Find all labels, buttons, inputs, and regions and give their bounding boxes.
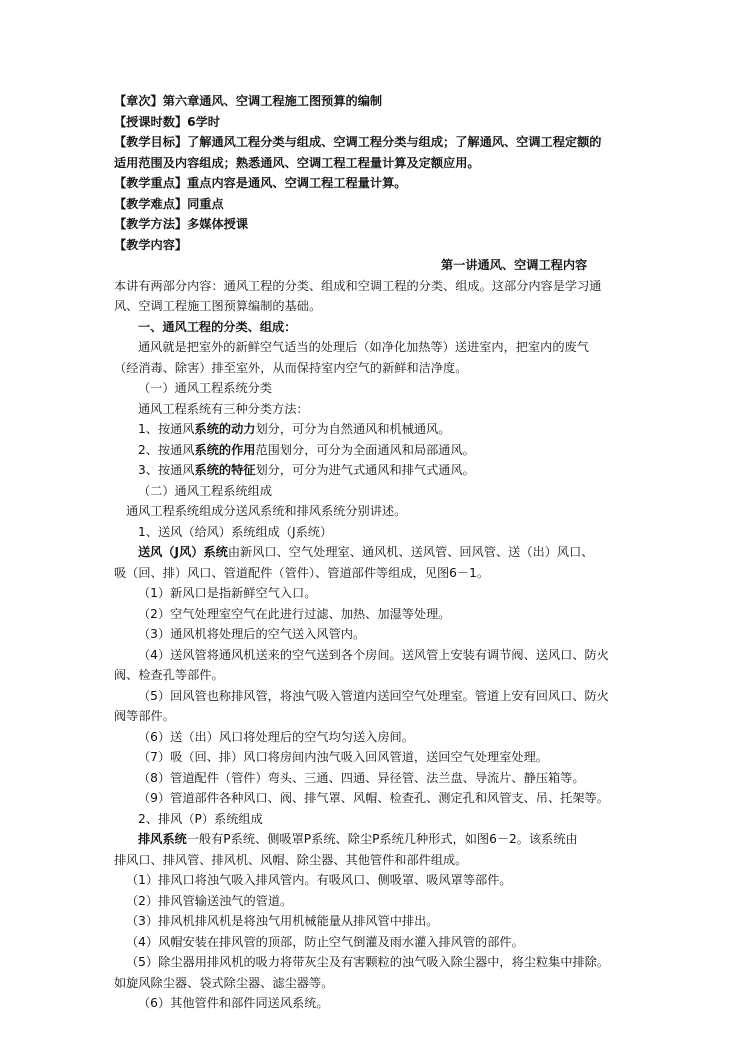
lecture-title: 第一讲通风、空调工程内容 bbox=[441, 258, 588, 272]
sub1-title: （一）通风工程系统分类 bbox=[138, 381, 273, 395]
exhaust-item-5: （5）除尘器用排风机的吸力将带灰尘及有害颗粒的浊气吸入除尘器中，将尘粒集中排除。 bbox=[126, 955, 610, 969]
header-goals: 【教学目标】了解通风工程分类与组成、空调工程分类与组成；了解通风、空调工程定额的 bbox=[114, 135, 602, 149]
header-chapter: 【章次】第六章通风、空调工程施工图预算的编制 bbox=[114, 94, 383, 108]
supply-item-6: （6）送（出）风口将处理后的空气均匀送入房间。 bbox=[138, 729, 414, 744]
exhaust-lead-line2: 排风口、排风管、排风机、风帽、除尘器、其他管件和部件组成。 bbox=[114, 852, 468, 867]
supply-item-3: （3）通风机将处理后的空气送入风管内。 bbox=[138, 627, 366, 641]
intro-line-2: 风、空调工程施工图预算编制的基础。 bbox=[114, 299, 322, 313]
exhaust-item-3: （3）排风机排风机是将浊气用机械能量从排风管中排出。 bbox=[126, 914, 439, 928]
document-page bbox=[114, 91, 638, 1014]
sub1-text: 通风工程系统有三种分类方法： bbox=[138, 401, 309, 416]
exhaust-item-1: （1）排风口将浊气吸入排风管内。有吸风口、侧吸罩、吸风罩等部件。 bbox=[126, 873, 512, 887]
header-methods: 【教学方法】多媒体授课 bbox=[114, 217, 249, 231]
exhaust-item-2: （2）排风管输送浊气的管道。 bbox=[126, 893, 293, 908]
supply-item-4: （4）送风管将通风机送来的空气送到各个房间。送风管上安装有调节阀、送风口、防火 bbox=[138, 647, 609, 662]
exhaust-title: 2、排风（P）系统组成 bbox=[138, 811, 263, 826]
exhaust-item-6: （6）其他管件和部件同送风系统。 bbox=[138, 996, 329, 1010]
sub2-text: 通风工程系统组成分送风系统和排风系统分别讲述。 bbox=[126, 504, 407, 518]
header-hours: 【授课时数】6学时 bbox=[114, 114, 220, 129]
supply-item-7: （7）吸（回、排）风口将房间内浊气吸入回风管道，送回空气处理室处理。 bbox=[138, 750, 548, 764]
header-goals-cont: 适用范围及内容组成；熟悉通风、空调工程工程量计算及定额应用。 bbox=[114, 155, 480, 170]
method-3: 3、按通风系统的特征划分，可分为进气式通风和排气式通风。 bbox=[138, 463, 475, 477]
method-1: 1、按通风系统的动力划分，可分为自然通风和机械通风。 bbox=[138, 422, 451, 436]
header-key-points: 【教学重点】重点内容是通风、空调工程工程量计算。 bbox=[114, 176, 407, 190]
header-content: 【教学内容】 bbox=[114, 237, 188, 252]
supply-item-4-cont: 阀、检查孔等部件。 bbox=[114, 668, 224, 682]
section1-text-2: （经消毒、除害）排至室外，从而保持室内空气的新鲜和洁净度。 bbox=[114, 360, 468, 375]
supply-item-9: （9）管道部件各种风口、阀、排气罩、风帽、检查孔、测定孔和风管支、吊、托架等。 bbox=[138, 791, 609, 805]
supply-item-5: （5）回风管也称排风管，将浊气吸入管道内送回空气处理室。管道上安有回风口、防火 bbox=[138, 688, 609, 703]
supply-item-2: （2）空气处理室空气在此进行过滤、加热、加湿等处理。 bbox=[138, 606, 451, 621]
supply-item-1: （1）新风口是指新鲜空气入口。 bbox=[138, 586, 317, 600]
exhaust-item-5-cont: 如旋风除尘器、袋式除尘器、滤尘器等。 bbox=[114, 975, 334, 990]
section1-title: 一、通风工程的分类、组成： bbox=[138, 319, 297, 334]
supply-item-8: （8）管道配件（管件）弯头、三通、四通、异径管、法兰盘、导流片、静压箱等。 bbox=[138, 770, 585, 785]
supply-title: 1、送风（给风）系统组成（J系统） bbox=[138, 524, 333, 539]
method-2: 2、按通风系统的作用范围划分，可分为全面通风和局部通风。 bbox=[138, 442, 475, 457]
header-difficulties: 【教学难点】同重点 bbox=[114, 196, 224, 211]
supply-lead: 送风（J风）系统由新风口、空气处理室、通风机、送风管、回风管、送（出）风口、 bbox=[138, 545, 594, 559]
supply-lead-line2: 吸（回、排）风口、管道配件（管件）、管道部件等组成，见图6－1。 bbox=[114, 565, 490, 580]
supply-item-5-cont: 阀等部件。 bbox=[114, 709, 175, 723]
sub2-title: （二）通风工程系统组成 bbox=[138, 483, 273, 498]
exhaust-item-4: （4）风帽安装在排风管的顶部，防止空气倒灌及雨水灌入排风管的部件。 bbox=[126, 934, 524, 949]
section1-text-1: 通风就是把室外的新鲜空气适当的处理后（如净化加热等）送进室内，把室内的废气 bbox=[138, 340, 589, 354]
exhaust-lead: 排风系统一般有P系统、侧吸罩P系统、除尘P系统几种形式，如图6－2。该系统由 bbox=[138, 832, 578, 846]
intro-line-1: 本讲有两部分内容：通风工程的分类、组成和空调工程的分类、组成。这部分内容是学习通 bbox=[114, 278, 602, 293]
